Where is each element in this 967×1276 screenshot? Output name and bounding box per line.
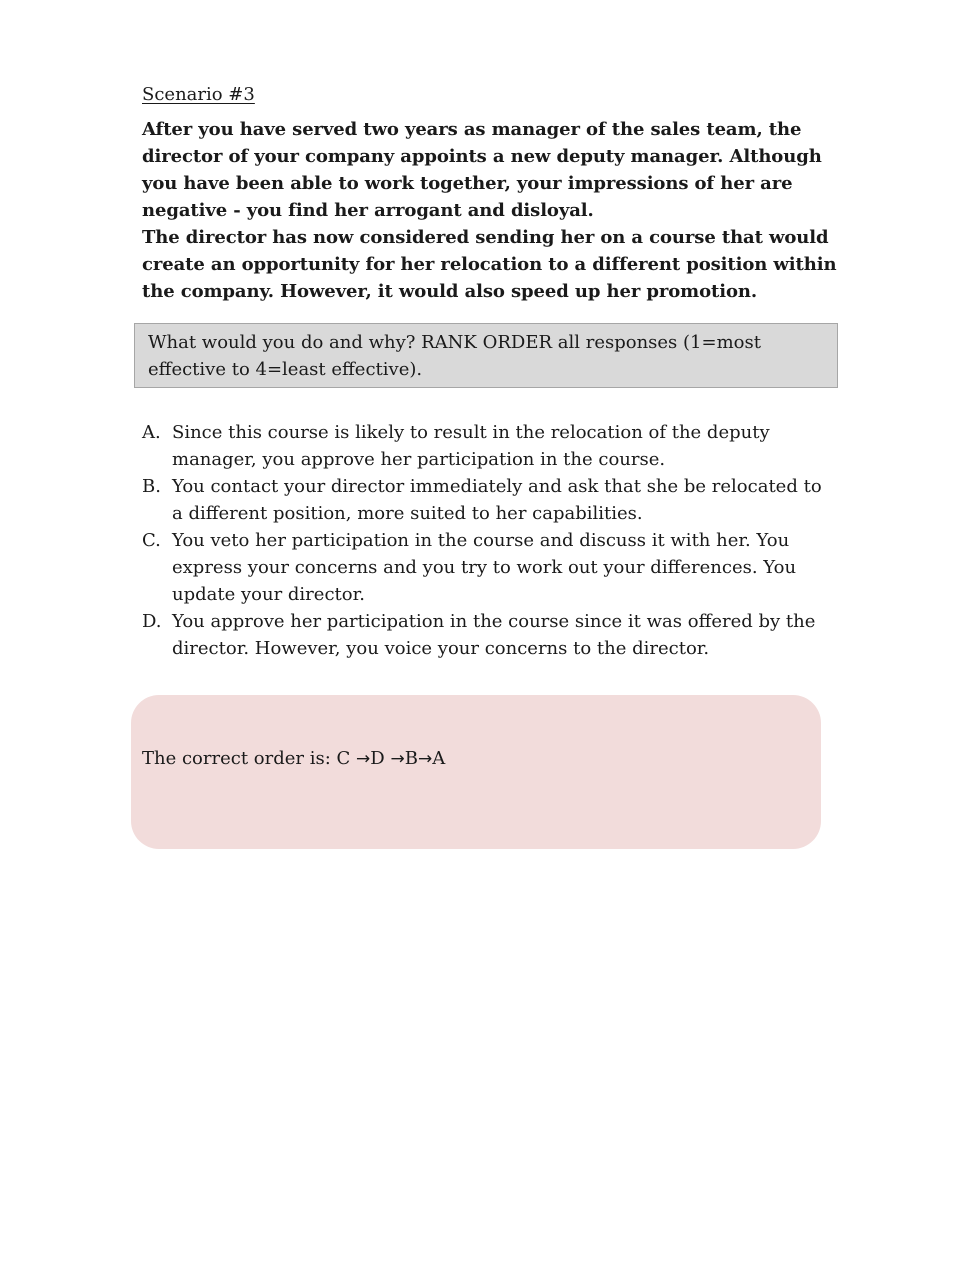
- scenario-paragraph-1: After you have served two years as manager of the sales team, the director of your company appoints a new deputy manager. Although you have been able to work together, your impressions of her are negative - you find her arrogant and disloyal.: [142, 119, 822, 221]
- answer-item: B: [404, 748, 418, 769]
- answer-item: A: [432, 748, 446, 769]
- response-options-list: [142, 419, 832, 662]
- scenario-paragraph-2: The director has now considered sending her on a course that would create an opportunity for her relocation to a different position within the company. However, it would also speed up her promotion.: [142, 227, 837, 302]
- option-c: [142, 527, 832, 608]
- option-text: Since this course is likely to result in the relocation of the deputy manager, you approve her participation in the course.: [172, 422, 770, 470]
- answer-box: [131, 695, 821, 849]
- option-b: [142, 473, 832, 527]
- option-letter: C.: [142, 530, 161, 551]
- answer-text: [142, 745, 445, 773]
- arrow-right-icon: →: [390, 749, 405, 769]
- option-letter: D.: [142, 611, 162, 632]
- question-box: [134, 323, 838, 388]
- answer-item: C: [336, 748, 351, 769]
- scenario-description: [142, 116, 842, 305]
- option-d: [142, 608, 832, 662]
- arrow-right-icon: →: [356, 749, 371, 769]
- arrow-right-icon: →: [417, 749, 433, 769]
- option-letter: A.: [142, 422, 161, 443]
- option-letter: B.: [142, 476, 161, 497]
- option-text: You contact your director immediately and ask that she be relocated to a different position, more suited to her capabilities.: [172, 476, 822, 524]
- option-text: You approve her participation in the course since it was offered by the director. However, you voice your concerns to the director.: [172, 611, 816, 659]
- scenario-title: Scenario #3: [142, 84, 255, 105]
- option-text: You veto her participation in the course and discuss it with her. You express your concerns and you try to work out your differences. You update your director.: [172, 530, 797, 605]
- answer-item: D: [370, 748, 385, 769]
- option-a: [142, 419, 832, 473]
- question-text: What would you do and why? RANK ORDER all responses (1=most effective to 4=least effective).: [148, 332, 761, 380]
- answer-prefix: The correct order is:: [142, 748, 337, 769]
